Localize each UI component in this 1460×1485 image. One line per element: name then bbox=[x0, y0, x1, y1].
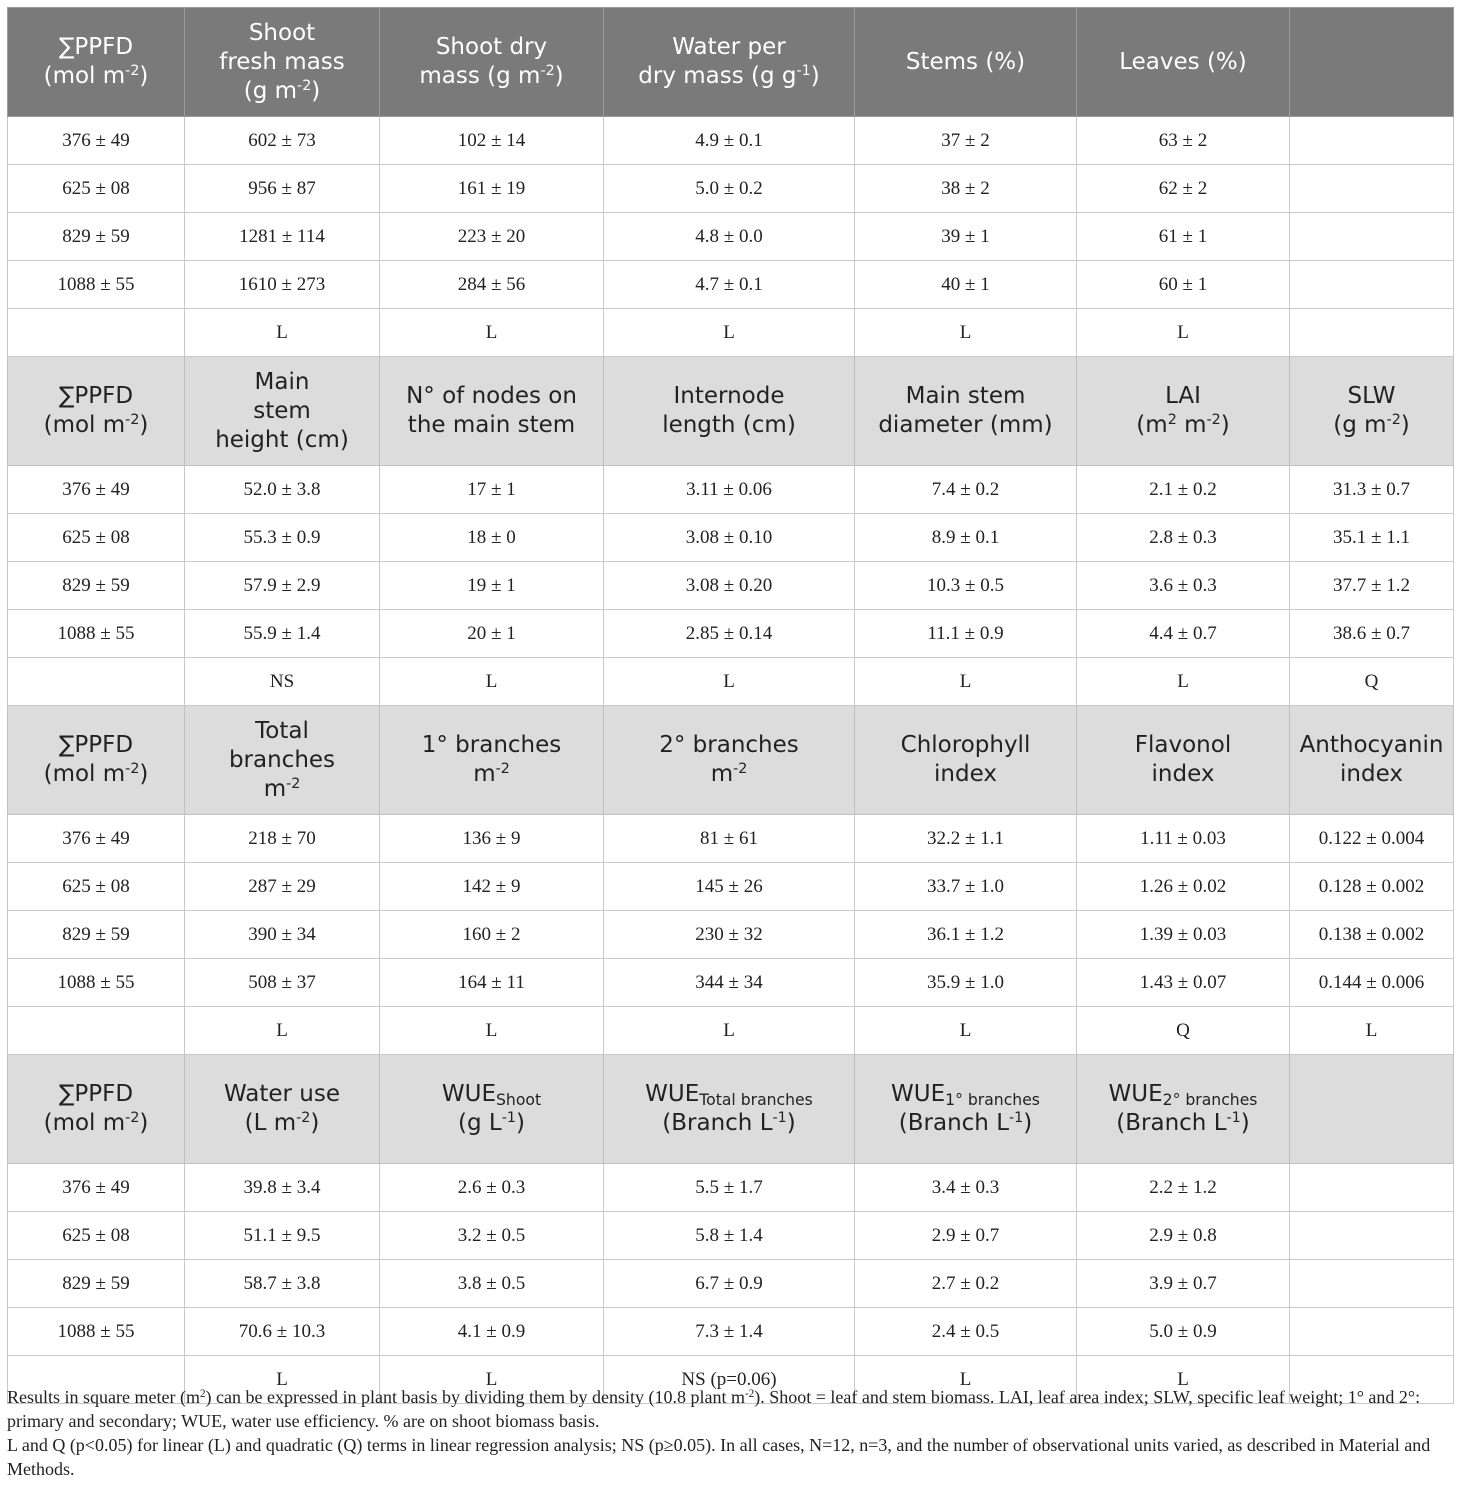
table-cell: 0.122 ± 0.004 bbox=[1290, 815, 1454, 863]
table-cell: 52.0 ± 3.8 bbox=[185, 466, 380, 514]
header-row bbox=[8, 8, 1454, 117]
ppfd-cell: 829 ± 59 bbox=[8, 911, 185, 959]
table-cell: 136 ± 9 bbox=[380, 815, 604, 863]
table-row bbox=[8, 1212, 1454, 1260]
table-cell: 33.7 ± 1.0 bbox=[855, 863, 1077, 911]
table-cell: L bbox=[855, 1356, 1077, 1404]
ppfd-cell: 829 ± 59 bbox=[8, 562, 185, 610]
table-cell: 51.1 ± 9.5 bbox=[185, 1212, 380, 1260]
ppfd-cell: 829 ± 59 bbox=[8, 213, 185, 261]
column-header: Flavonol index bbox=[1077, 706, 1290, 815]
column-header bbox=[1290, 8, 1454, 117]
ppfd-cell: 376 ± 49 bbox=[8, 117, 185, 165]
table-cell: L bbox=[604, 1007, 855, 1055]
table-cell: 284 ± 56 bbox=[380, 261, 604, 309]
table-cell: 3.08 ± 0.20 bbox=[604, 562, 855, 610]
table-cell: NS (p=0.06) bbox=[604, 1356, 855, 1404]
table-row bbox=[8, 562, 1454, 610]
table-cell: L bbox=[380, 658, 604, 706]
ppfd-cell: 1088 ± 55 bbox=[8, 1308, 185, 1356]
table-row bbox=[8, 959, 1454, 1007]
column-header: ∑PPFD (mol $m^{-2}$) bbox=[8, 8, 185, 117]
table-cell: 60 ± 1 bbox=[1077, 261, 1290, 309]
table-cell: 55.3 ± 0.9 bbox=[185, 514, 380, 562]
table-cell: L bbox=[1077, 309, 1290, 357]
table-cell bbox=[1290, 1308, 1454, 1356]
column-header: ∑PPFD (mol $m^{-2}$) bbox=[8, 1055, 185, 1164]
table-cell: L bbox=[1077, 658, 1290, 706]
table-cell: 390 ± 34 bbox=[185, 911, 380, 959]
table-cell: 62 ± 2 bbox=[1077, 165, 1290, 213]
table-cell: 39.8 ± 3.4 bbox=[185, 1164, 380, 1212]
table-cell: 218 ± 70 bbox=[185, 815, 380, 863]
header-row bbox=[8, 1055, 1454, 1164]
table-cell: 5.0 ± 0.2 bbox=[604, 165, 855, 213]
column-header: Water per dry mass (g $g^{-1}$) bbox=[604, 8, 855, 117]
table-cell: L bbox=[1077, 1356, 1290, 1404]
table-row bbox=[8, 1308, 1454, 1356]
table-cell: 55.9 ± 1.4 bbox=[185, 610, 380, 658]
table-row bbox=[8, 1260, 1454, 1308]
table-cell: 36.1 ± 1.2 bbox=[855, 911, 1077, 959]
table-cell: 6.7 ± 0.9 bbox=[604, 1260, 855, 1308]
table-cell: 3.4 ± 0.3 bbox=[855, 1164, 1077, 1212]
table-cell: 37.7 ± 1.2 bbox=[1290, 562, 1454, 610]
table-cell: L bbox=[604, 309, 855, 357]
column-header: N° of nodes on the main stem bbox=[380, 357, 604, 466]
table-row bbox=[8, 1007, 1454, 1055]
table-cell: 3.2 ± 0.5 bbox=[380, 1212, 604, 1260]
table-cell: 1610 ± 273 bbox=[185, 261, 380, 309]
table-cell bbox=[1290, 309, 1454, 357]
table-cell: 81 ± 61 bbox=[604, 815, 855, 863]
table-cell: 3.8 ± 0.5 bbox=[380, 1260, 604, 1308]
table-cell: 5.8 ± 1.4 bbox=[604, 1212, 855, 1260]
ppfd-cell: 625 ± 08 bbox=[8, 863, 185, 911]
table-cell: 164 ± 11 bbox=[380, 959, 604, 1007]
table-cell: 5.0 ± 0.9 bbox=[1077, 1308, 1290, 1356]
table-cell: 287 ± 29 bbox=[185, 863, 380, 911]
table-cell: 37 ± 2 bbox=[855, 117, 1077, 165]
results-table-container bbox=[7, 7, 1453, 1404]
table-cell: 3.11 ± 0.06 bbox=[604, 466, 855, 514]
table-cell: 1.43 ± 0.07 bbox=[1077, 959, 1290, 1007]
column-header bbox=[1290, 1055, 1454, 1164]
table-cell bbox=[1290, 117, 1454, 165]
table-cell: L bbox=[380, 1007, 604, 1055]
table-cell: 10.3 ± 0.5 bbox=[855, 562, 1077, 610]
table-row bbox=[8, 466, 1454, 514]
table-cell: 956 ± 87 bbox=[185, 165, 380, 213]
ppfd-cell bbox=[8, 658, 185, 706]
table-cell: 602 ± 73 bbox=[185, 117, 380, 165]
table-row bbox=[8, 309, 1454, 357]
table-cell: 3.08 ± 0.10 bbox=[604, 514, 855, 562]
table-cell: 31.3 ± 0.7 bbox=[1290, 466, 1454, 514]
table-cell: 0.144 ± 0.006 bbox=[1290, 959, 1454, 1007]
table-cell: 2.1 ± 0.2 bbox=[1077, 466, 1290, 514]
table-cell: 4.7 ± 0.1 bbox=[604, 261, 855, 309]
table-cell: 18 ± 0 bbox=[380, 514, 604, 562]
table-cell: 70.6 ± 10.3 bbox=[185, 1308, 380, 1356]
column-header: $WUE_{Shoot}$ (g $L^{-1}$) bbox=[380, 1055, 604, 1164]
table-row bbox=[8, 1164, 1454, 1212]
table-cell: 508 ± 37 bbox=[185, 959, 380, 1007]
table-cell: 230 ± 32 bbox=[604, 911, 855, 959]
table-cell: 2.8 ± 0.3 bbox=[1077, 514, 1290, 562]
table-row bbox=[8, 261, 1454, 309]
table-cell: L bbox=[185, 1007, 380, 1055]
table-cell: 19 ± 1 bbox=[380, 562, 604, 610]
column-header: Water use (L $m^{-2}$) bbox=[185, 1055, 380, 1164]
results-table-body bbox=[8, 8, 1454, 1404]
column-header: Anthocyanin index bbox=[1290, 706, 1454, 815]
table-cell: 2.4 ± 0.5 bbox=[855, 1308, 1077, 1356]
table-cell: 11.1 ± 0.9 bbox=[855, 610, 1077, 658]
table-cell: 7.4 ± 0.2 bbox=[855, 466, 1077, 514]
column-header: Leaves (%) bbox=[1077, 8, 1290, 117]
column-header: Stems (%) bbox=[855, 8, 1077, 117]
table-cell: Q bbox=[1290, 658, 1454, 706]
table-cell: 1.39 ± 0.03 bbox=[1077, 911, 1290, 959]
table-cell: 2.9 ± 0.8 bbox=[1077, 1212, 1290, 1260]
header-row bbox=[8, 357, 1454, 466]
table-cell: 344 ± 34 bbox=[604, 959, 855, 1007]
table-cell: 142 ± 9 bbox=[380, 863, 604, 911]
table-cell: 8.9 ± 0.1 bbox=[855, 514, 1077, 562]
ppfd-cell: 829 ± 59 bbox=[8, 1260, 185, 1308]
table-cell bbox=[1290, 1260, 1454, 1308]
table-cell: 61 ± 1 bbox=[1077, 213, 1290, 261]
column-header: Main stem diameter (mm) bbox=[855, 357, 1077, 466]
column-header: Total branches $m^{-2}$ bbox=[185, 706, 380, 815]
table-cell: 40 ± 1 bbox=[855, 261, 1077, 309]
table-row bbox=[8, 658, 1454, 706]
results-table bbox=[7, 7, 1454, 1404]
table-cell: 0.128 ± 0.002 bbox=[1290, 863, 1454, 911]
table-cell: 57.9 ± 2.9 bbox=[185, 562, 380, 610]
ppfd-cell: 625 ± 08 bbox=[8, 1212, 185, 1260]
table-cell: 1.26 ± 0.02 bbox=[1077, 863, 1290, 911]
ppfd-cell: 625 ± 08 bbox=[8, 165, 185, 213]
table-cell: 161 ± 19 bbox=[380, 165, 604, 213]
table-cell: 3.6 ± 0.3 bbox=[1077, 562, 1290, 610]
table-cell: 1281 ± 114 bbox=[185, 213, 380, 261]
table-cell: L bbox=[855, 658, 1077, 706]
ppfd-cell: 1088 ± 55 bbox=[8, 261, 185, 309]
column-header: $WUE_{2^\circ branches}$ (Branch $L^{-1}$) bbox=[1077, 1055, 1290, 1164]
table-cell: 35.9 ± 1.0 bbox=[855, 959, 1077, 1007]
table-cell: 4.4 ± 0.7 bbox=[1077, 610, 1290, 658]
table-cell: L bbox=[855, 309, 1077, 357]
table-row bbox=[8, 911, 1454, 959]
table-cell: L bbox=[380, 1356, 604, 1404]
table-cell: L bbox=[380, 309, 604, 357]
table-cell: 58.7 ± 3.8 bbox=[185, 1260, 380, 1308]
table-cell: 3.9 ± 0.7 bbox=[1077, 1260, 1290, 1308]
ppfd-cell: 625 ± 08 bbox=[8, 514, 185, 562]
table-cell: L bbox=[1290, 1007, 1454, 1055]
table-cell: 4.8 ± 0.0 bbox=[604, 213, 855, 261]
table-cell: 0.138 ± 0.002 bbox=[1290, 911, 1454, 959]
column-header: ∑PPFD (mol $m^{-2}$) bbox=[8, 357, 185, 466]
table-cell: 63 ± 2 bbox=[1077, 117, 1290, 165]
column-header: 1° branches $m^{-2}$ bbox=[380, 706, 604, 815]
table-cell: 20 ± 1 bbox=[380, 610, 604, 658]
table-cell: 2.6 ± 0.3 bbox=[380, 1164, 604, 1212]
table-row bbox=[8, 610, 1454, 658]
table-cell: L bbox=[185, 1356, 380, 1404]
table-footnotes bbox=[7, 1385, 1453, 1481]
table-cell: NS bbox=[185, 658, 380, 706]
column-header: $WUE_{1^\circ branches}$ (Branch $L^{-1}$) bbox=[855, 1055, 1077, 1164]
table-cell: 2.7 ± 0.2 bbox=[855, 1260, 1077, 1308]
table-cell: 223 ± 20 bbox=[380, 213, 604, 261]
ppfd-cell: 376 ± 49 bbox=[8, 1164, 185, 1212]
table-cell bbox=[1290, 1212, 1454, 1260]
table-cell: 39 ± 1 bbox=[855, 213, 1077, 261]
table-row bbox=[8, 815, 1454, 863]
table-cell: 32.2 ± 1.1 bbox=[855, 815, 1077, 863]
column-header: ∑PPFD (mol $m^{-2}$) bbox=[8, 706, 185, 815]
table-cell bbox=[1290, 165, 1454, 213]
column-header: Shoot dry mass (g $m^{-2}$) bbox=[380, 8, 604, 117]
table-row bbox=[8, 213, 1454, 261]
table-cell: 17 ± 1 bbox=[380, 466, 604, 514]
table-cell: L bbox=[185, 309, 380, 357]
table-cell: 102 ± 14 bbox=[380, 117, 604, 165]
table-cell bbox=[1290, 213, 1454, 261]
table-cell: 1.11 ± 0.03 bbox=[1077, 815, 1290, 863]
table-cell: L bbox=[604, 658, 855, 706]
ppfd-cell: 376 ± 49 bbox=[8, 466, 185, 514]
table-cell: 38 ± 2 bbox=[855, 165, 1077, 213]
ppfd-cell bbox=[8, 1007, 185, 1055]
table-cell: 7.3 ± 1.4 bbox=[604, 1308, 855, 1356]
table-cell: 160 ± 2 bbox=[380, 911, 604, 959]
ppfd-cell: 1088 ± 55 bbox=[8, 959, 185, 1007]
footnote: L and Q (p<0.05) for linear (L) and quadratic (Q) terms in linear regression analysis; NS (p≥0.05). In all cases, N=12, n=3, and the number of observational units varied, as described in Material and Methods. bbox=[7, 1435, 1431, 1479]
table-cell: L bbox=[855, 1007, 1077, 1055]
table-cell: 2.9 ± 0.7 bbox=[855, 1212, 1077, 1260]
column-header: Chlorophyll index bbox=[855, 706, 1077, 815]
column-header: Main stem height (cm) bbox=[185, 357, 380, 466]
ppfd-cell bbox=[8, 309, 185, 357]
table-row bbox=[8, 863, 1454, 911]
table-cell: 35.1 ± 1.1 bbox=[1290, 514, 1454, 562]
table-cell: 4.1 ± 0.9 bbox=[380, 1308, 604, 1356]
table-cell bbox=[1290, 1164, 1454, 1212]
table-cell: 38.6 ± 0.7 bbox=[1290, 610, 1454, 658]
table-row bbox=[8, 117, 1454, 165]
column-header: $WUE_{Total branches}$ (Branch $L^{-1}$) bbox=[604, 1055, 855, 1164]
table-cell: 4.9 ± 0.1 bbox=[604, 117, 855, 165]
footnote: Results in square meter $(m^2)$ can be expressed in plant basis by dividing them by density (10.8 plant $m^{-2}$). Shoot = leaf and stem biomass. LAI, leaf area index; SLW, specific leaf weight; 1° and 2°: primary and secondary; WUE, water use efficiency. % are on shoot biomass basis. bbox=[7, 1387, 1421, 1431]
table-cell: 2.85 ± 0.14 bbox=[604, 610, 855, 658]
column-header: LAI ($m^2$ $m^{-2}$) bbox=[1077, 357, 1290, 466]
table-cell: 145 ± 26 bbox=[604, 863, 855, 911]
table-cell: Q bbox=[1077, 1007, 1290, 1055]
table-row bbox=[8, 165, 1454, 213]
header-row bbox=[8, 706, 1454, 815]
column-header: 2° branches $m^{-2}$ bbox=[604, 706, 855, 815]
ppfd-cell: 1088 ± 55 bbox=[8, 610, 185, 658]
table-row bbox=[8, 514, 1454, 562]
column-header: SLW (g $m^{-2}$) bbox=[1290, 357, 1454, 466]
table-cell bbox=[1290, 261, 1454, 309]
column-header: Internode length (cm) bbox=[604, 357, 855, 466]
ppfd-cell: 376 ± 49 bbox=[8, 815, 185, 863]
table-cell: 2.2 ± 1.2 bbox=[1077, 1164, 1290, 1212]
table-cell: 5.5 ± 1.7 bbox=[604, 1164, 855, 1212]
column-header: Shoot fresh mass (g $m^{-2}$) bbox=[185, 8, 380, 117]
